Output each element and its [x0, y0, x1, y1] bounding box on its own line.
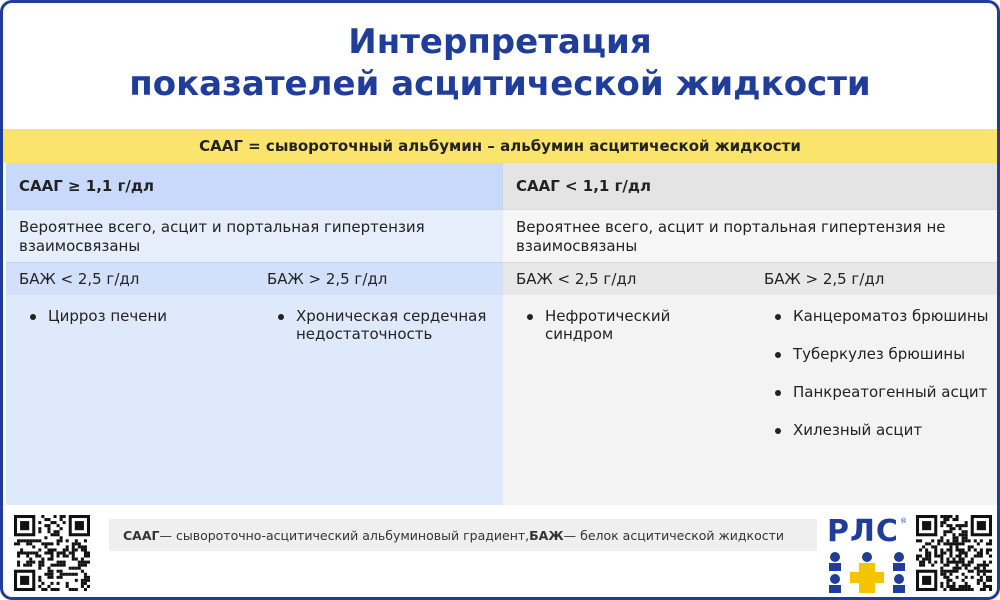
bullet-icon — [775, 352, 781, 358]
cause-list — [6, 307, 254, 363]
list-item-text: Туберкулез брюшины — [793, 345, 966, 363]
list-item — [773, 421, 999, 439]
list-item — [525, 307, 751, 343]
title-line-1: Интерпретация — [348, 22, 652, 62]
column-header: СААГ ≥ 1,1 г/дл — [6, 163, 503, 209]
subheader-low-protein: БАЖ < 2,5 г/дл — [19, 270, 140, 288]
subheader-high-protein: БАЖ > 2,5 г/дл — [267, 270, 388, 288]
list-item — [773, 345, 999, 363]
title-line-2: показателей асцитической жидкости — [129, 64, 871, 104]
column-description: Вероятнее всего, асцит и портальная гипертензия не взаимосвязаны — [503, 209, 1000, 263]
cause-list — [751, 307, 999, 459]
cause-list — [503, 307, 751, 459]
list-item-text: Канцероматоз брюшины — [793, 307, 989, 325]
logo-registered-mark: ® — [900, 517, 907, 525]
cause-list — [254, 307, 502, 363]
cause-lists — [503, 295, 1000, 459]
bullet-icon — [527, 314, 533, 320]
page-title — [3, 21, 997, 105]
abbreviations-footnote — [109, 519, 817, 551]
qr-code-icon[interactable] — [14, 515, 90, 591]
bullet-icon — [278, 314, 284, 320]
bullet-icon — [775, 428, 781, 434]
column-header: СААГ < 1,1 г/дл — [503, 163, 1000, 209]
subheader-high-protein: БАЖ > 2,5 г/дл — [764, 270, 885, 288]
subheader-row — [6, 263, 503, 295]
abbr-saag: СААГ — [123, 527, 160, 543]
subheader-low-protein: БАЖ < 2,5 г/дл — [516, 270, 637, 288]
list-item — [773, 383, 999, 401]
rls-logo-icon[interactable] — [825, 515, 909, 595]
list-item-text: Нефротический синдром — [545, 307, 671, 343]
list-item-text: Панкреатогенный асцит — [793, 383, 988, 401]
logo-text: РЛС — [827, 514, 899, 549]
list-item-text: Цирроз печени — [48, 307, 168, 325]
abbr-saag-def: — сывороточно-асцитический альбуминовый градиент, — [159, 527, 530, 543]
formula-banner: СААГ = сывороточный альбумин – альбумин асцитической жидкости — [3, 129, 997, 163]
logo-cross-icon — [825, 549, 909, 595]
bullet-icon — [30, 314, 36, 320]
list-item-text: Хроническая сердечная недостаточность — [296, 307, 487, 343]
list-item — [28, 307, 254, 325]
list-item — [773, 307, 999, 325]
bullet-icon — [775, 314, 781, 320]
subheader-row — [503, 263, 1000, 295]
qr-code-icon[interactable] — [916, 515, 992, 591]
column-high-saag — [6, 163, 503, 505]
abbr-bazh: БАЖ — [529, 527, 564, 543]
cause-lists — [6, 295, 503, 363]
column-low-saag — [503, 163, 1000, 505]
list-item-text: Хилезный асцит — [793, 421, 923, 439]
bullet-icon — [775, 390, 781, 396]
column-description: Вероятнее всего, асцит и портальная гипертензия взаимосвязаны — [6, 209, 503, 263]
abbr-bazh-def: — белок асцитической жидкости — [563, 527, 784, 543]
list-item — [276, 307, 502, 343]
